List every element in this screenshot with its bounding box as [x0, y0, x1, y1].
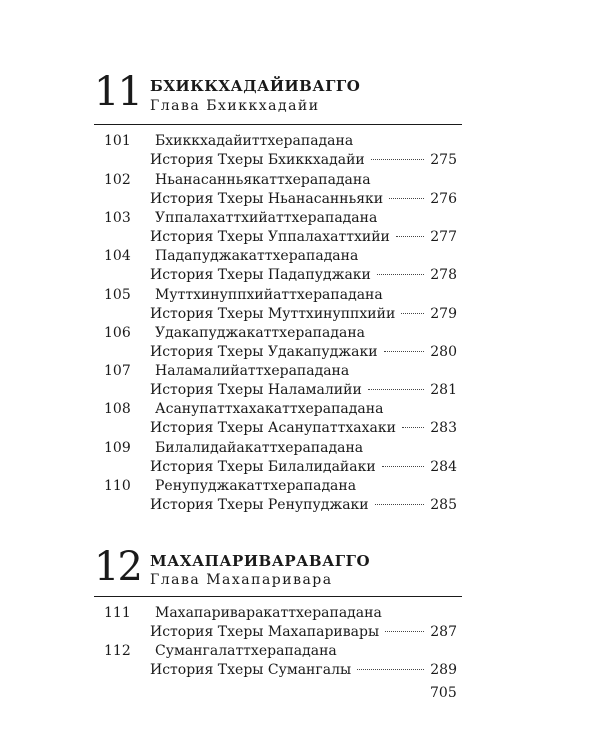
- leader-dots: [375, 504, 425, 505]
- toc-entry[interactable]: [0, 210, 600, 250]
- leader-dots: [401, 313, 424, 314]
- leader-dots: [402, 427, 424, 428]
- entry-page: 276: [430, 191, 457, 207]
- leader-dots: [368, 389, 424, 390]
- toc-entry[interactable]: [0, 478, 600, 518]
- entry-pali-title: Уппалахаттхийаттхерападана: [155, 210, 378, 226]
- toc-entry[interactable]: [0, 287, 600, 327]
- chapter-number: 11: [94, 69, 141, 115]
- entry-title: История Тхеры Падапуджаки: [150, 267, 371, 283]
- toc-entry[interactable]: [0, 325, 600, 365]
- toc-entry[interactable]: [0, 172, 600, 212]
- entry-pali-title: Сумангалаттхерападана: [155, 643, 337, 659]
- entry-page: 280: [430, 344, 457, 360]
- toc-entry[interactable]: [0, 248, 600, 288]
- entry-title: История Тхеры Сумангалы: [150, 662, 352, 678]
- toc-entry[interactable]: [0, 605, 600, 645]
- entry-title: История Тхеры Асанупаттхахаки: [150, 420, 396, 436]
- toc-entry[interactable]: [0, 643, 600, 683]
- leader-dots: [357, 669, 424, 670]
- entry-title: История Тхеры Наламалийи: [150, 382, 362, 398]
- entry-pali-title: Асанупаттхахакаттхерападана: [155, 401, 384, 417]
- entry-pali-title: Билалидайакаттхерападана: [155, 440, 364, 456]
- entry-number: 107: [104, 363, 131, 379]
- leader-dots: [396, 236, 424, 237]
- entry-title: История Тхеры Махапаривары: [150, 624, 380, 640]
- chapter-subtitle: Глава Махапаривара: [150, 572, 333, 588]
- leader-dots: [384, 351, 425, 352]
- entry-pali-title: Муттхинуппхийаттхерападана: [155, 287, 383, 303]
- entry-title: История Тхеры Бхиккхадайи: [150, 152, 365, 168]
- leader-dots: [371, 159, 425, 160]
- entry-pali-title: Махапариваракаттхерападана: [155, 605, 382, 621]
- entry-number: 101: [104, 133, 131, 149]
- chapter-subtitle: Глава Бхиккхадайи: [150, 98, 320, 114]
- entry-page: 285: [430, 497, 457, 513]
- entry-pali-title: Бхиккхадайиттхерападана: [155, 133, 354, 149]
- entry-number: 102: [104, 172, 131, 188]
- entry-page: 287: [430, 624, 457, 640]
- entry-pali-title: Наламалийаттхерападана: [155, 363, 350, 379]
- entry-title: История Тхеры Уппалахаттхийи: [150, 229, 390, 245]
- entry-page: 281: [430, 382, 457, 398]
- entry-page: 279: [430, 306, 457, 322]
- entry-page: 284: [430, 459, 457, 475]
- entry-number: 105: [104, 287, 131, 303]
- entry-pali-title: Падапуджакаттхерападана: [155, 248, 359, 264]
- entry-number: 106: [104, 325, 131, 341]
- chapter-rule: [94, 596, 462, 597]
- toc-entry[interactable]: [0, 133, 600, 173]
- entry-number: 112: [104, 643, 131, 659]
- entry-page: 277: [430, 229, 457, 245]
- entry-title: История Тхеры Билалидайаки: [150, 459, 376, 475]
- entry-number: 111: [104, 605, 131, 621]
- entry-number: 109: [104, 440, 131, 456]
- leader-dots: [389, 198, 424, 199]
- leader-dots: [385, 631, 424, 632]
- chapter-number: 12: [94, 544, 141, 590]
- entry-number: 110: [104, 478, 131, 494]
- entry-page: 289: [430, 662, 457, 678]
- entry-title: История Тхеры Муттхинуппхийи: [150, 306, 396, 322]
- entry-title: История Тхеры Ньанасанньяки: [150, 191, 384, 207]
- toc-entry[interactable]: [0, 401, 600, 441]
- leader-dots: [377, 274, 424, 275]
- entry-page: 278: [430, 267, 457, 283]
- entry-page: 283: [430, 420, 457, 436]
- entry-pali-title: Ренупуджакаттхерападана: [155, 478, 357, 494]
- entry-pali-title: Удакапуджакаттхерападана: [155, 325, 365, 341]
- chapter-title: БХИККХАДАЙИВАГГО: [150, 77, 361, 95]
- leader-dots: [382, 466, 425, 467]
- entry-number: 104: [104, 248, 131, 264]
- toc-entry[interactable]: [0, 363, 600, 403]
- chapter-rule: [94, 124, 462, 125]
- page-number: 705: [430, 685, 457, 701]
- entry-pali-title: Ньанасанньякаттхерападана: [155, 172, 371, 188]
- toc-entry[interactable]: [0, 440, 600, 480]
- chapter-title: МАХАПАРИВАРАВАГГО: [150, 552, 371, 570]
- entry-number: 103: [104, 210, 131, 226]
- entry-number: 108: [104, 401, 131, 417]
- entry-title: История Тхеры Ренупуджаки: [150, 497, 369, 513]
- entry-page: 275: [430, 152, 457, 168]
- entry-title: История Тхеры Удакапуджаки: [150, 344, 378, 360]
